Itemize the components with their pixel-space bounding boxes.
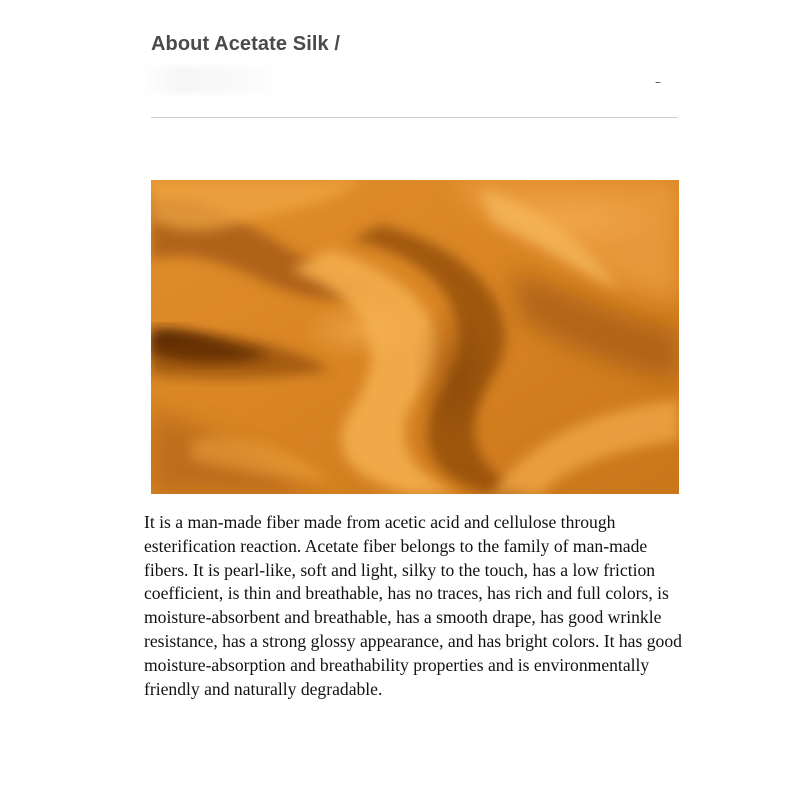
section-title: About Acetate Silk / <box>151 33 341 55</box>
fabric-image <box>151 180 679 494</box>
blurred-subtitle <box>140 66 280 94</box>
header-divider <box>151 117 678 118</box>
collapse-icon[interactable]: – <box>655 75 661 89</box>
description-paragraph: It is a man-made fiber made from acetic acid and cellulose through esterification reaction. Acetate fiber belongs to the family of man-made fibers. It is pearl-like, soft and light, silky to the touch, has a low friction coefficient, is thin and breathable, has no traces, has rich and full colors, is moisture-absorbent and breathable, has a smooth drape, has good wrinkle resistance, has a strong glossy appearance, and has bright colors. It has good moisture-absorption and breathability properties and is environmentally friendly and naturally degradable. <box>144 512 682 699</box>
